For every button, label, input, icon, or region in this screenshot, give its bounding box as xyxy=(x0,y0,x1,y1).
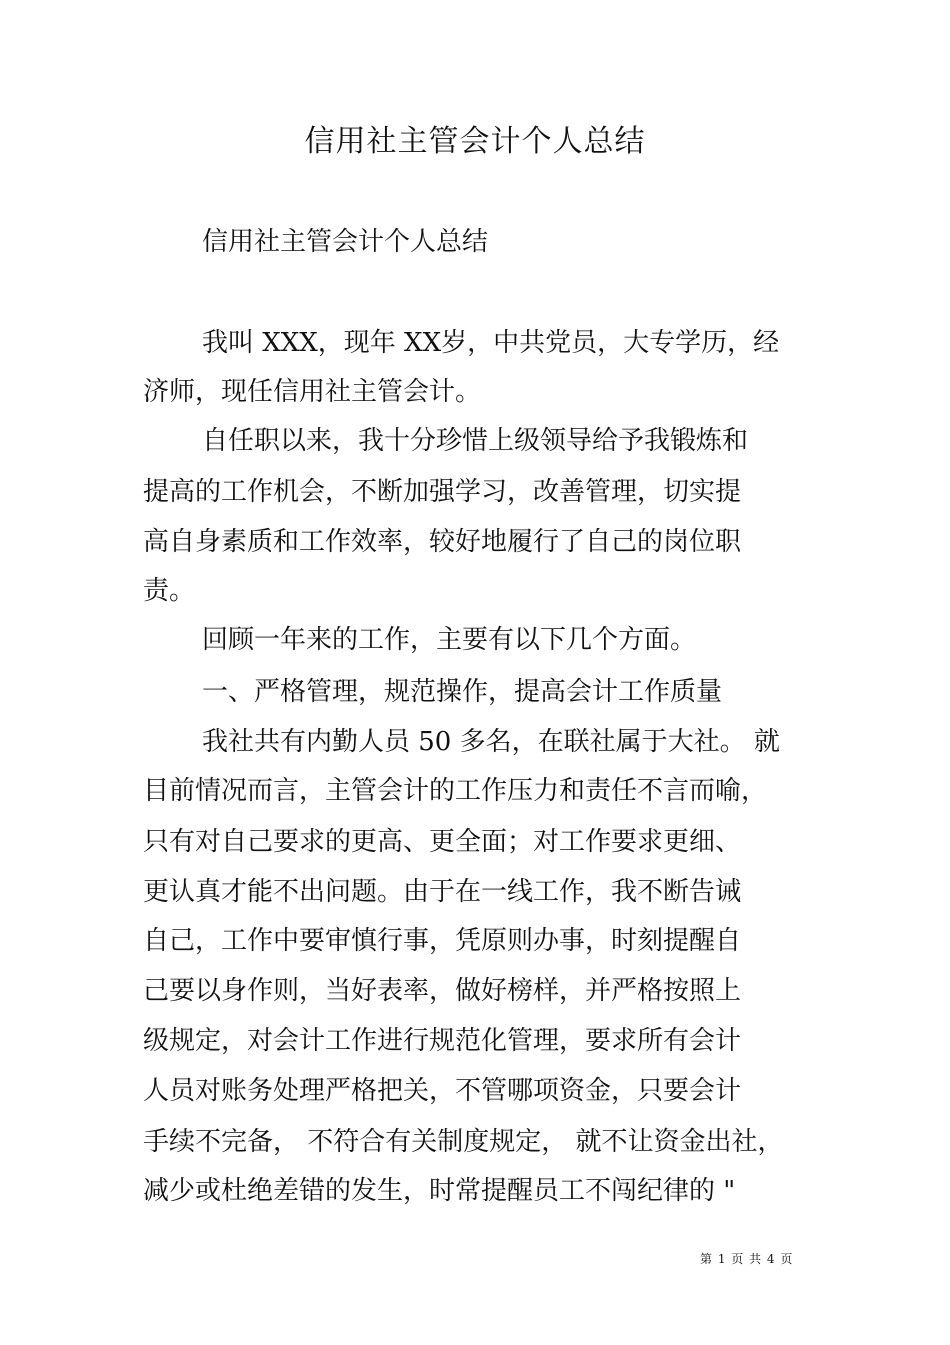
document-title: 信用社主管会计个人总结 xyxy=(304,124,646,159)
paragraph-line: 我叫 XXX，现年 XX岁，中共党员，大专学历，经 xyxy=(202,328,780,358)
section-heading: 一、严格管理，规范操作，提高会计工作质量 xyxy=(202,677,723,707)
paragraph-line: 只有对自己要求的更高、更全面；对工作要求更细、 xyxy=(143,827,742,857)
paragraph-line: 回顾一年来的工作，主要有以下几个方面。 xyxy=(202,625,697,655)
paragraph-line: 级规定，对会计工作进行规范化管理，要求所有会计 xyxy=(143,1026,742,1056)
paragraph-line: 我社共有内勤人员 50 多名，在联社属于大社。 就 xyxy=(202,727,780,757)
paragraph-line: 自任职以来，我十分珍惜上级领导给予我锻炼和 xyxy=(202,426,749,456)
paragraph-line: 责。 xyxy=(143,576,196,606)
paragraph-line: 人员对账务处理严格把关，不管哪项资金，只要会计 xyxy=(143,1076,742,1106)
paragraph-line: 高自身素质和工作效率，较好地履行了自己的岗位职 xyxy=(143,527,742,557)
paragraph-line: 提高的工作机会，不断加强学习，改善管理，切实提 xyxy=(143,477,742,507)
paragraph-line: 手续不完备， 不符合有关制度规定， 就不让资金出社， xyxy=(143,1127,784,1157)
subtitle-line: 信用社主管会计个人总结 xyxy=(202,227,489,257)
page-indicator: 第 1 页 共 4 页 xyxy=(700,1252,794,1266)
paragraph-line: 自己，工作中要审慎行事，凭原则办事，时刻提醒自 xyxy=(143,926,742,956)
paragraph-line: 济师，现任信用社主管会计。 xyxy=(143,377,482,407)
paragraph-line: 目前情况而言，主管会计的工作压力和责任不言而喻， xyxy=(143,776,768,806)
paragraph-line: 减少或杜绝差错的发生，时常提醒员工不闯纪律的 " xyxy=(143,1176,736,1206)
paragraph-line: 更认真才能不出问题。由于在一线工作，我不断告诫 xyxy=(143,877,742,907)
paragraph-line: 己要以身作则，当好表率，做好榜样，并严格按照上 xyxy=(143,976,742,1006)
